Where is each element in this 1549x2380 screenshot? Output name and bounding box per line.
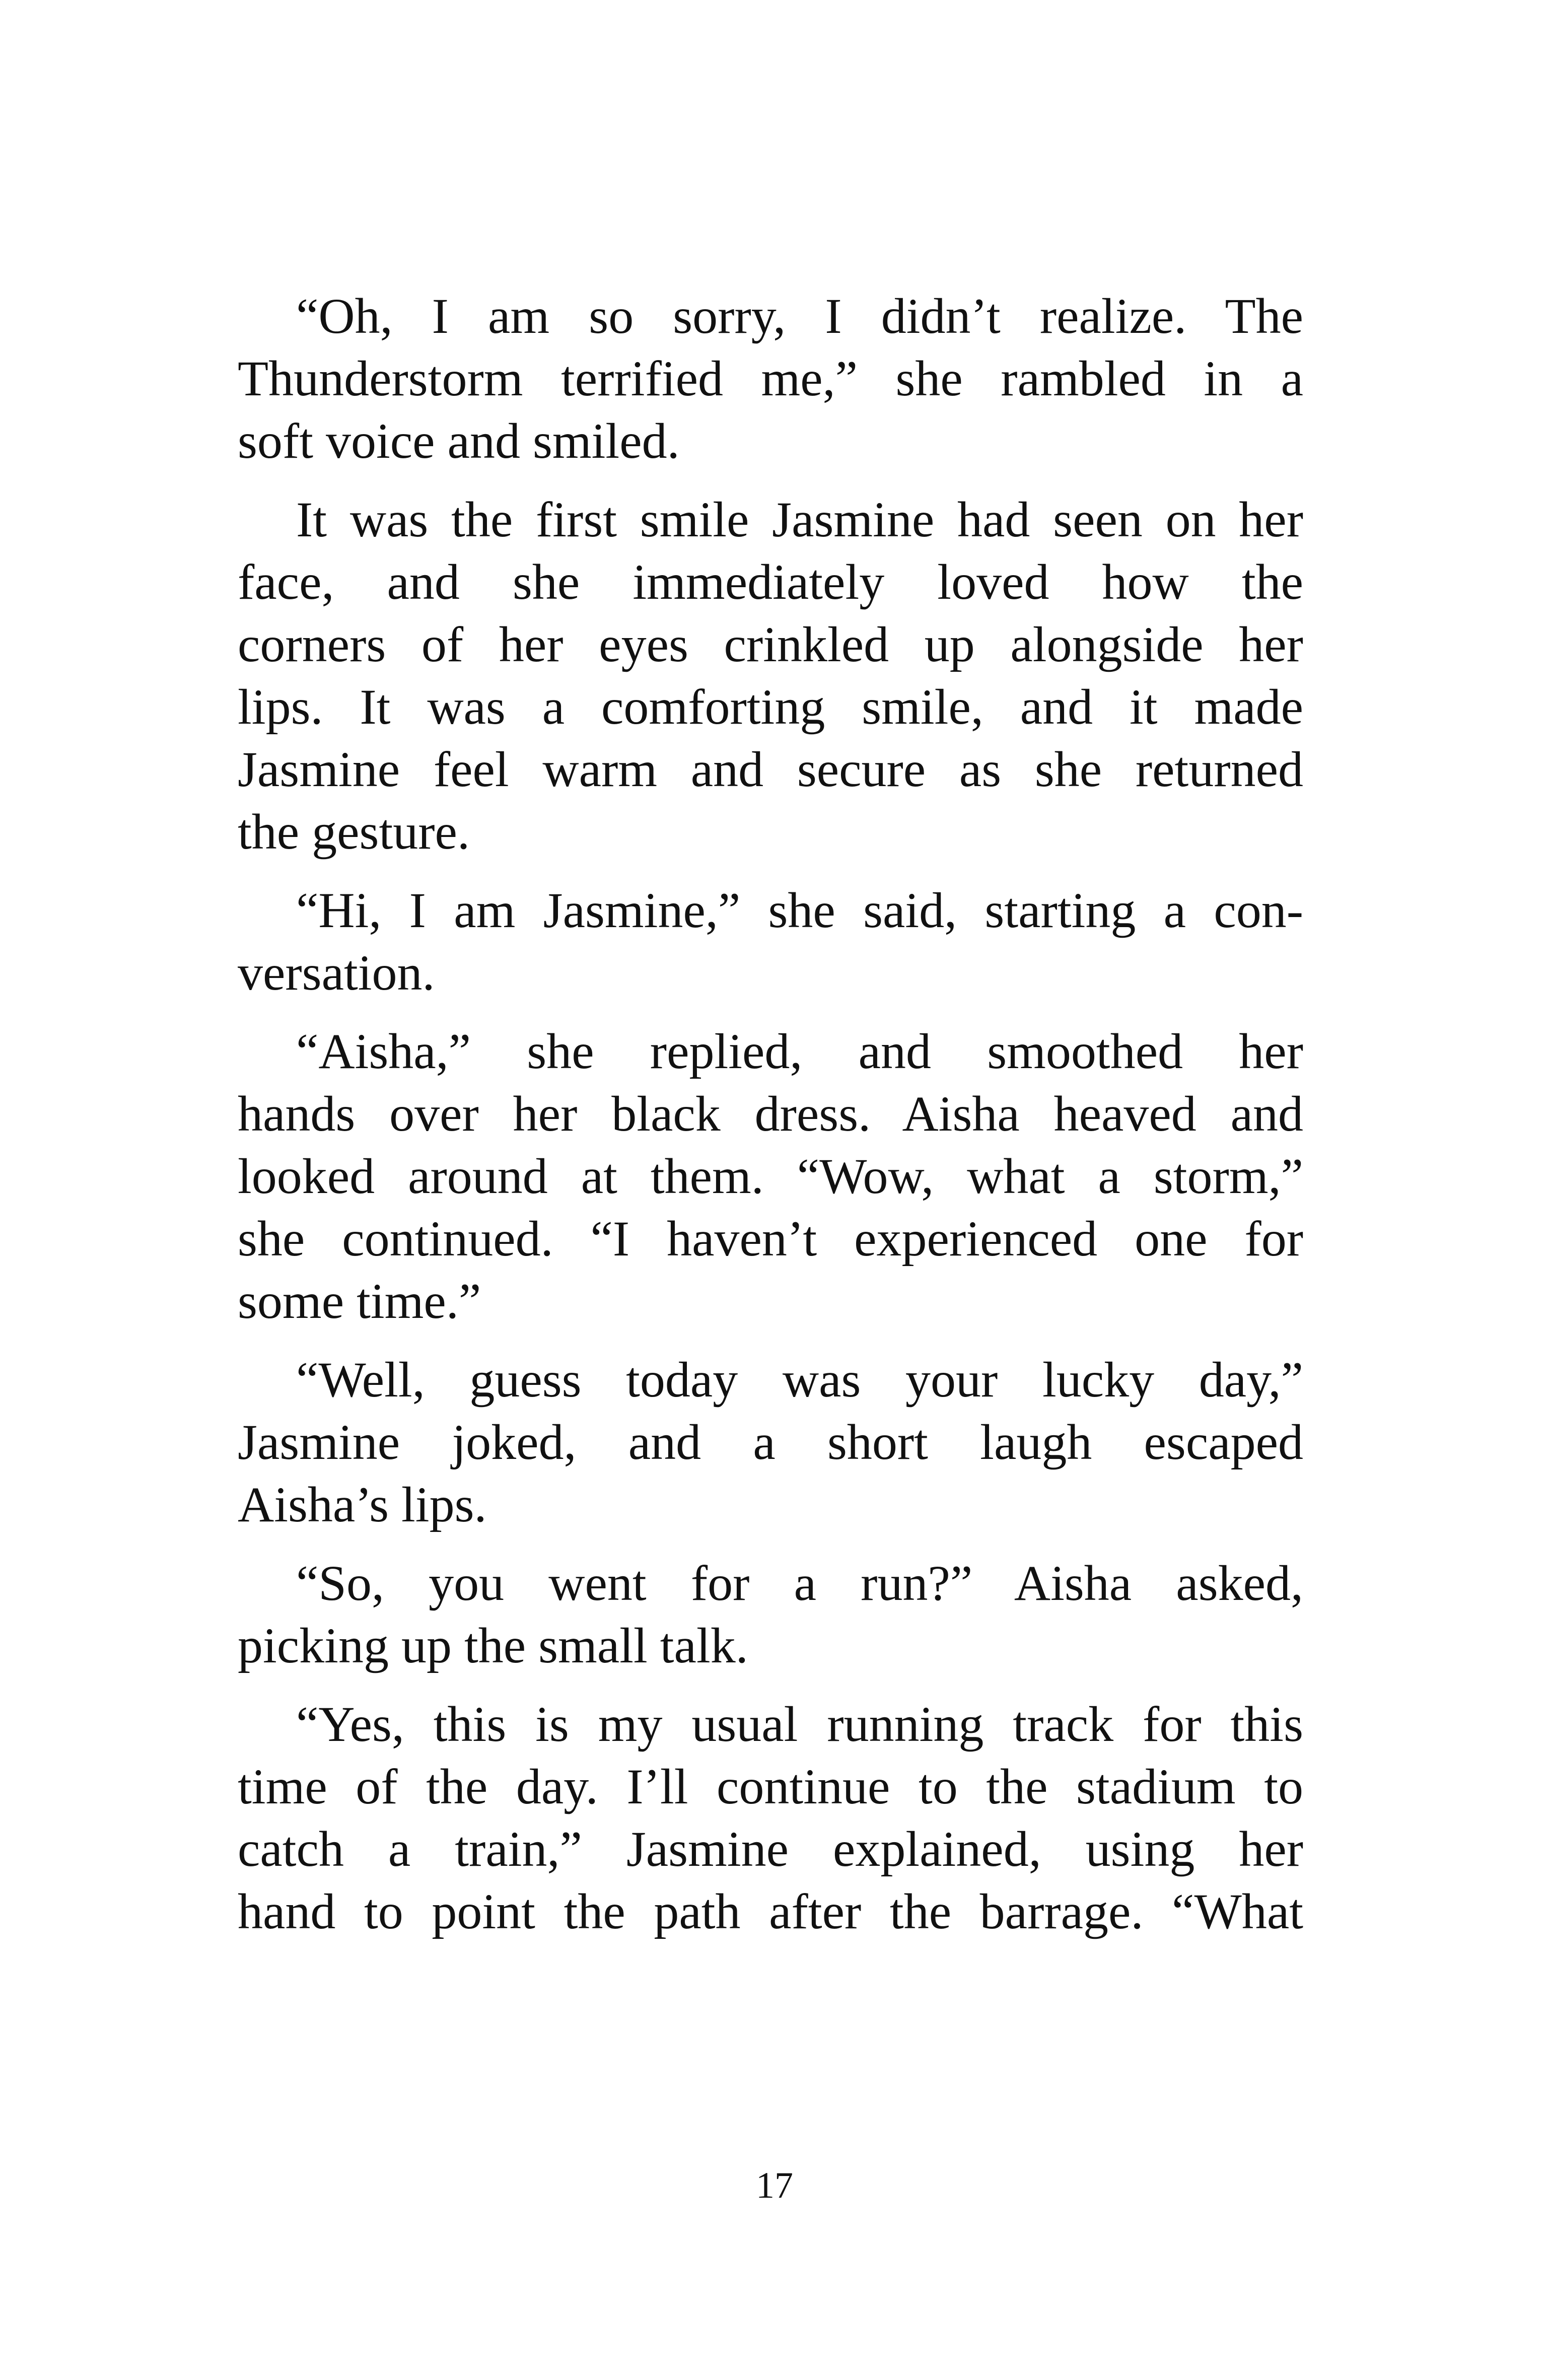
text-line: corners of her eyes crinkled up alongside her (238, 616, 1303, 672)
paragraph (238, 285, 1303, 472)
text-line: “Yes, this is my usual running track for this (296, 1696, 1303, 1752)
text-line: It was the first smile Jasmine had seen on her (296, 492, 1303, 547)
text-line: face, and she immediately loved how the (238, 554, 1303, 610)
text-line: lips. It was a comforting smile, and it made (238, 679, 1303, 735)
text-line: Jasmine joked, and a short laugh escaped (238, 1414, 1303, 1470)
paragraph (238, 1693, 1303, 1943)
paragraph (238, 1552, 1303, 1677)
text-line: Jasmine feel warm and secure as she returned (238, 741, 1303, 797)
text-line: “Oh, I am so sorry, I didn’t realize. The (296, 288, 1303, 344)
page-number: 17 (756, 2165, 793, 2206)
text-line: the gesture. (238, 804, 470, 860)
text-line: catch a train,” Jasmine explained, using her (238, 1821, 1303, 1877)
text-line: versation. (238, 945, 435, 1001)
text-line: she continued. “I haven’t experienced one for (238, 1211, 1303, 1267)
paragraph (238, 879, 1303, 1004)
text-line: some time.” (238, 1273, 481, 1329)
text-line: time of the day. I’ll continue to the stadium to (238, 1759, 1303, 1814)
text-line: picking up the small talk. (238, 1618, 748, 1673)
text-line: looked around at them. “Wow, what a storm,” (238, 1148, 1303, 1204)
text-line: soft voice and smiled. (238, 413, 680, 469)
paragraph (238, 1349, 1303, 1536)
text-line: Aisha’s lips. (238, 1477, 487, 1532)
text-line: Thunderstorm terrified me,” she rambled in a (238, 351, 1303, 406)
paragraph (238, 488, 1303, 863)
text-line: hand to point the path after the barrage. “What (238, 1883, 1303, 1939)
text-line: “Hi, I am Jasmine,” she said, starting a con- (296, 882, 1303, 938)
body-text (238, 285, 1303, 1959)
text-line: “Aisha,” she replied, and smoothed her (296, 1023, 1303, 1079)
paragraph (238, 1020, 1303, 1333)
text-line: hands over her black dress. Aisha heaved and (238, 1086, 1303, 1142)
text-line: “So, you went for a run?” Aisha asked, (296, 1555, 1303, 1611)
text-line: “Well, guess today was your lucky day,” (296, 1352, 1303, 1408)
